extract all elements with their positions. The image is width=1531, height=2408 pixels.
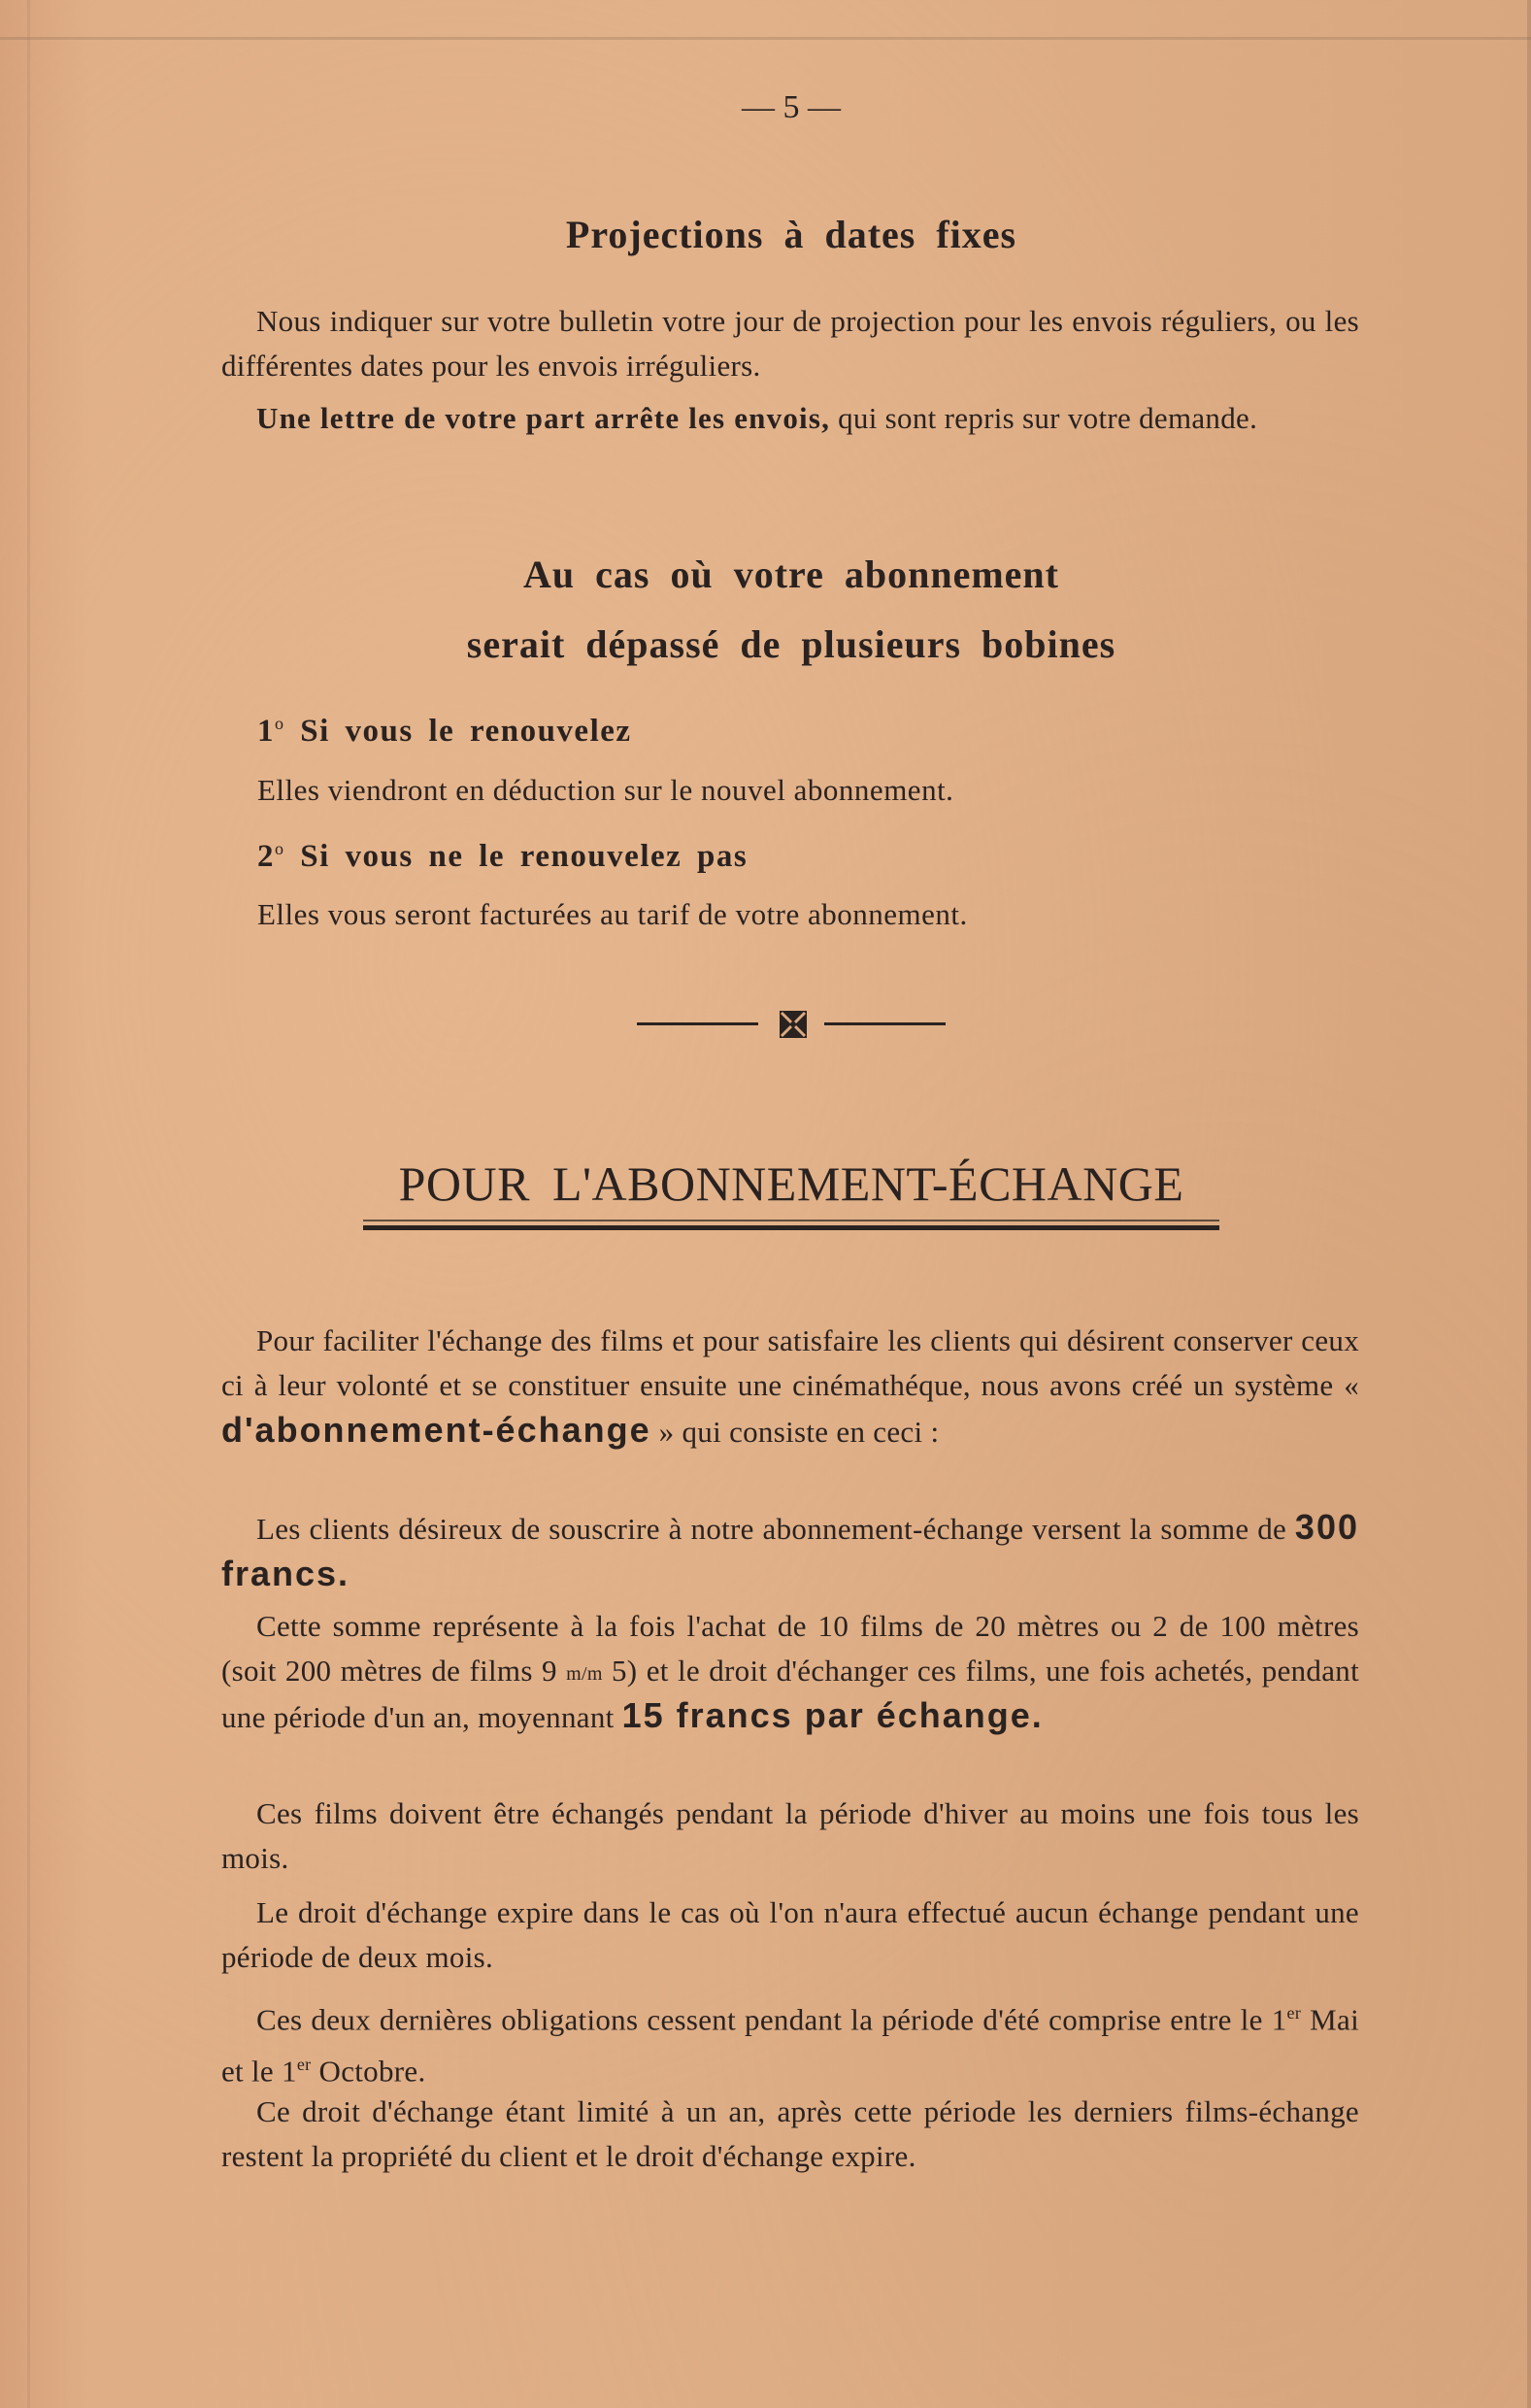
case-label-text: Si vous ne le renouvelez pas — [284, 839, 749, 874]
paragraph-text: qui sont repris sur votre demande. — [830, 401, 1258, 435]
paragraph-intro — [221, 1319, 1359, 1455]
paragraph-summer-period — [221, 1990, 1359, 2094]
paragraph-text: Mai et le 1 — [221, 2002, 1359, 2089]
ordinal-sup: o — [275, 839, 285, 858]
ordinal-sup: er — [296, 2055, 312, 2075]
section-divider — [637, 1010, 946, 1039]
divider-line-right — [824, 1022, 946, 1025]
bold-price: 300 francs. — [221, 1507, 1359, 1593]
case-2-text: Elles vous seront facturées au tarif de votre abonnement. — [257, 897, 968, 931]
paragraph-text: Ce droit d'échange étant limité à un an, après cette période les derniers films-échange restent la propriété du client et le droit d'échange expire. — [221, 2094, 1359, 2173]
bold-exchange-price: 15 francs par échange. — [621, 1695, 1044, 1735]
heading-abonnement-echange: POUR L'ABONNEMENT-ÉCHANGE — [398, 1156, 1184, 1211]
bold-text: Une lettre de votre part arrête les envois, — [256, 401, 831, 435]
case-1-label — [257, 714, 632, 750]
paragraph-text: Octobre. — [311, 2054, 426, 2089]
ordinal-sup: o — [275, 714, 285, 733]
paragraph-stop-letter — [221, 396, 1359, 441]
paragraph-text: Nous indiquer sur votre bulletin votre jour de projection pour les envois réguliers, ou les différentes dates pour les envois irréguliers. — [221, 304, 1359, 383]
page-number: — 5 — — [742, 89, 841, 125]
heading-overrun-line1: Au cas où votre abonnement — [523, 552, 1059, 596]
paragraph-expiry-two-months — [221, 1890, 1359, 1980]
paragraph-projection-dates — [221, 299, 1359, 388]
bold-term: d'abonnement-échange — [221, 1410, 651, 1450]
heading-projections: Projections à dates fixes — [565, 213, 1017, 256]
case-1-text: Elles viendront en déduction sur le nouvel abonnement. — [257, 773, 954, 807]
title-underline-thick — [363, 1225, 1219, 1230]
title-underline-thin — [363, 1220, 1219, 1221]
case-2-label — [257, 839, 748, 875]
ordinal-sup: er — [1286, 2003, 1302, 2023]
case-label-text: Si vous le renouvelez — [284, 714, 632, 749]
paragraph-text: 5) et le droit d'échanger ces films, une fois achetés, pendant une période d'un an, moyennant — [221, 1654, 1360, 1734]
paper-fold-top — [0, 37, 1531, 40]
paragraph-subscription-fee — [221, 1505, 1359, 1598]
paragraph-winter-exchange — [221, 1791, 1359, 1881]
paragraph-text: Les clients désireux de souscrire à notre abonnement-échange versent la somme de — [256, 1512, 1295, 1546]
heading-overrun-line2: serait dépassé de plusieurs bobines — [466, 622, 1116, 666]
paragraph-text: Ces deux dernières obligations cessent pendant la période d'été comprise entre le 1 — [256, 2002, 1287, 2037]
case-number: 2 — [257, 839, 275, 874]
paragraph-text: Pour faciliter l'échange des films et pour satisfaire les clients qui désirent conserver ceux ci à leur volonté et se constituer ensuite une cinémathéque, nous avons créé un système « — [221, 1323, 1359, 1402]
paragraph-text: » qui consiste en ceci : — [650, 1415, 940, 1449]
cross-pattee-ornament-icon — [779, 1010, 808, 1039]
paragraph-text: Ces films doivent être échangés pendant la période d'hiver au moins une fois tous les mois. — [221, 1796, 1359, 1875]
paragraph-purchase-details — [221, 1604, 1359, 1740]
paragraph-one-year-limit — [221, 2090, 1359, 2179]
millimeter-fraction: m/m — [566, 1662, 603, 1685]
paragraph-text: Le droit d'échange expire dans le cas où l'on n'aura effectué aucun échange pendant une période de deux mois. — [221, 1895, 1359, 1974]
paragraph-text: Cette somme représente à la fois l'achat de 10 films de 20 mètres ou 2 de 100 mètres (soit 200 mètres de films 9 — [221, 1609, 1359, 1688]
case-number: 1 — [257, 714, 275, 749]
divider-line-left — [637, 1022, 758, 1025]
